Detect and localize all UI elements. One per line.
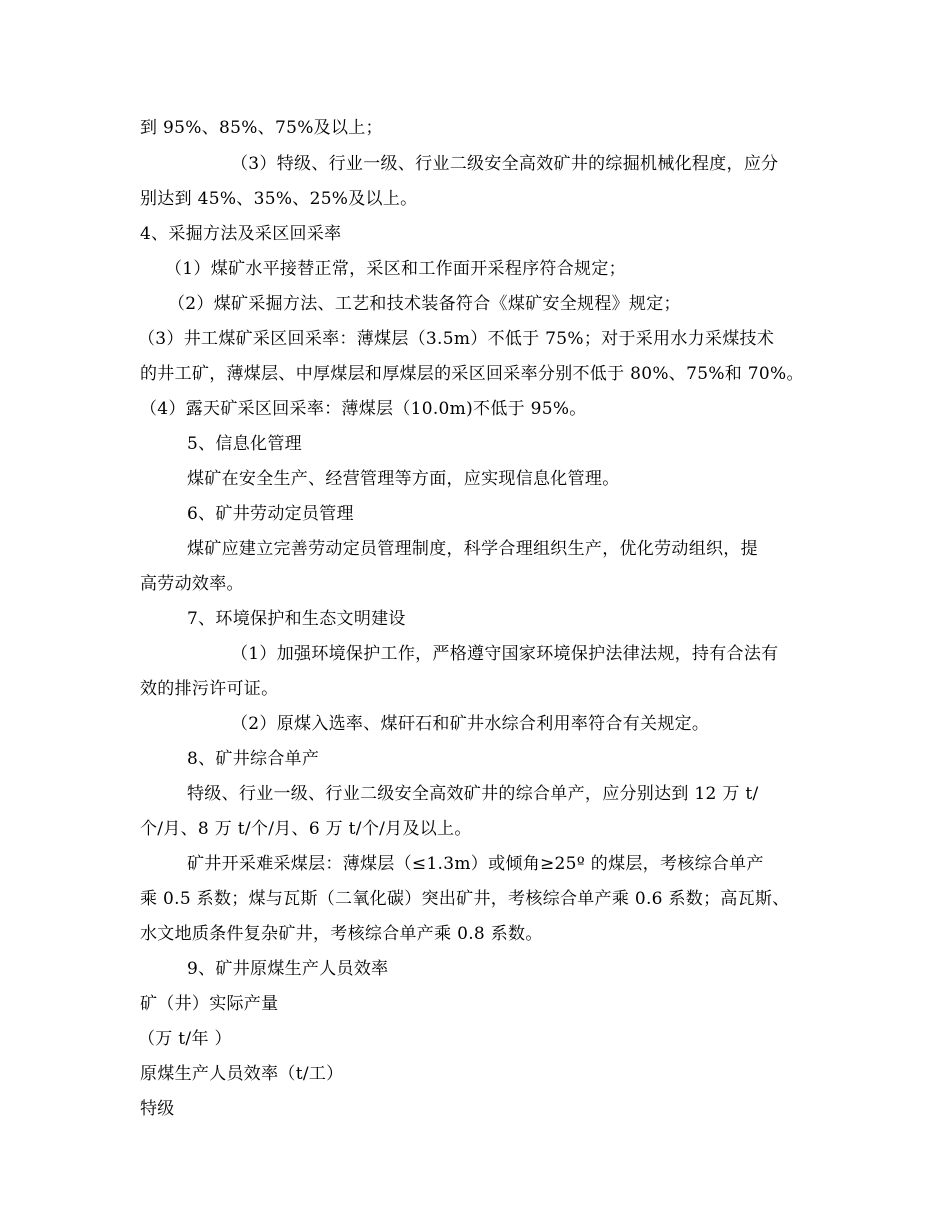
text-line: 特级、行业一级、行业二级安全高效矿井的综合单产，应分别达到 12 万 t/ [187, 784, 759, 804]
section-heading: 9、矿井原煤生产人员效率 [187, 959, 389, 979]
text-line: 矿井开采难采煤层：薄煤层（≤1.3m）或倾角≥25º 的煤层，考核综合单产 [187, 854, 764, 874]
text-line: 高劳动效率。 [140, 574, 244, 594]
text-line: 别达到 45%、35%、25%及以上。 [140, 189, 418, 209]
table-cell-label: 特级 [140, 1099, 175, 1119]
text-line: （1）加强环境保护工作，严格遵守国家环境保护法律法规，持有合法有 [231, 644, 779, 664]
text-line: （2）原煤入选率、煤矸石和矿井水综合利用率符合有关规定。 [231, 714, 710, 734]
text-line: 乘 0.5 系数；煤与瓦斯（二氧化碳）突出矿井，考核综合单产乘 0.6 系数；高瓦斯、 [140, 889, 790, 909]
section-heading: 6、矿井劳动定员管理 [187, 504, 354, 524]
text-line: （3）井工煤矿采区回采率：薄煤层（3.5m）不低于 75%；对于采用水力采煤技术 [138, 329, 775, 349]
section-heading: 5、信息化管理 [187, 434, 302, 454]
section-heading: 8、矿井综合单产 [187, 749, 320, 769]
text-line: （4）露天矿采区回采率：薄煤层（10.0m)不低于 95%。 [140, 399, 587, 419]
text-line: （2）煤矿采掘方法、工艺和技术装备符合《煤矿安全规程》规定； [168, 294, 681, 314]
table-cell-label: 原煤生产人员效率（t/工） [140, 1064, 344, 1084]
table-cell-label: （万 t/年 ） [138, 1029, 232, 1049]
text-line: 效的排污许可证。 [140, 679, 279, 699]
text-line: 个/月、8 万 t/个/月、6 万 t/个/月及以上。 [140, 819, 472, 839]
text-line: 的井工矿，薄煤层、中厚煤层和厚煤层的采区回采率分别不低于 80%、75%和 70%。 [140, 364, 804, 384]
section-heading: 7、环境保护和生态文明建设 [187, 609, 406, 629]
text-line: 到 95%、85%、75%及以上； [140, 118, 383, 138]
text-line: 煤矿应建立完善劳动定员管理制度，科学合理组织生产，优化劳动组织，提 [187, 539, 758, 559]
text-line: （1）煤矿水平接替正常，采区和工作面开采程序符合规定； [165, 259, 626, 279]
section-heading: 4、采掘方法及采区回采率 [140, 224, 342, 244]
text-line: 水文地质条件复杂矿井，考核综合单产乘 0.8 系数。 [140, 924, 543, 944]
table-cell-label: 矿（井）实际产量 [140, 994, 279, 1014]
text-line: （3）特级、行业一级、行业二级安全高效矿井的综掘机械化程度，应分 [231, 154, 779, 174]
text-line: 煤矿在安全生产、经营管理等方面，应实现信息化管理。 [187, 469, 620, 489]
